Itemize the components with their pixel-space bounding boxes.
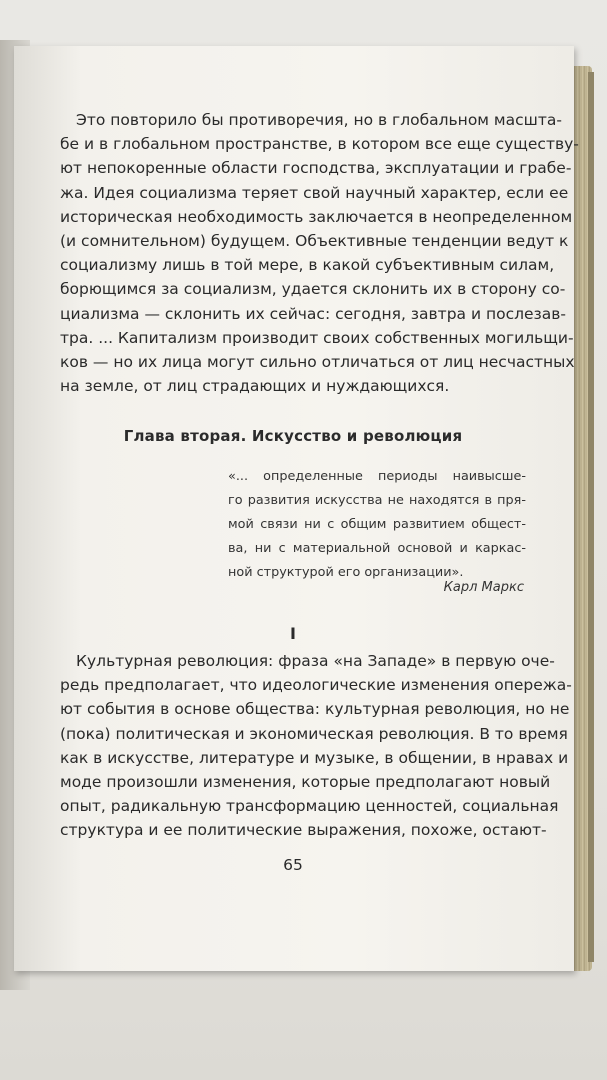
- text-line: жа. Идея социализма теряет свой научный характер, если ее: [60, 183, 569, 202]
- epigraph-line: «... определенные периоды наивысше-: [228, 469, 526, 484]
- paragraph-top: [60, 108, 579, 398]
- epigraph-line: ной структурой его организации».: [228, 565, 464, 580]
- paragraph-bottom: [60, 649, 572, 843]
- text-line: ют непокоренные области господства, эксплуатации и грабе-: [60, 159, 572, 178]
- book-page: [14, 46, 579, 971]
- text-line: Это повторило бы противоречия, но в глобальном масшта-: [76, 111, 562, 129]
- text-line: опыт, радикальную трансформацию ценностей, социальная: [60, 797, 559, 816]
- text-line: как в искусстве, литературе и музыке, в общении, в нравах и: [60, 748, 569, 767]
- text-line: ют события в основе общества: культурная революция, но не: [60, 700, 570, 719]
- epigraph: [228, 465, 526, 585]
- text-line: социализму лишь в той мере, в какой субъективным силам,: [60, 256, 555, 275]
- text-line: борющимся за социализм, удается склонить их в сторону со-: [60, 280, 566, 299]
- text-line: циализма — склонить их сейчас: сегодня, завтра и послезав-: [60, 304, 567, 323]
- text-line: на земле, от лиц страдающих и нуждающихся.: [60, 377, 450, 396]
- text-line: редь предполагает, что идеологические изменения опережа-: [60, 676, 572, 695]
- section-number: I: [290, 624, 296, 643]
- epigraph-author: Карл Маркс: [443, 580, 524, 595]
- text-line: бе и в глобальном пространстве, в котором все еще существу-: [60, 135, 579, 154]
- book-cover-edge: [588, 72, 594, 962]
- text-line: тра. ... Капитализм производит своих собственных могильщи-: [60, 328, 574, 347]
- text-line: ков — но их лица могут сильно отличаться от лиц несчастных: [60, 352, 575, 371]
- text-line: Культурная революция: фраза «на Западе» в первую оче-: [76, 652, 555, 670]
- text-line: структура и ее политические выражения, похоже, остают-: [60, 821, 547, 840]
- chapter-heading: Глава вторая. Искусство и революция: [123, 427, 463, 445]
- page-number: 65: [283, 856, 303, 874]
- epigraph-line: ва, ни с материальной основой и каркас-: [228, 541, 526, 556]
- epigraph-line: мой связи ни с общим развитием общест-: [228, 517, 526, 532]
- text-line: моде произошли изменения, которые предполагают новый: [60, 772, 551, 791]
- text-line: (и сомнительном) будущем. Объективные тенденции ведут к: [60, 231, 569, 250]
- text-line: историческая необходимость заключается в неопределенном: [60, 207, 573, 226]
- epigraph-line: го развития искусства не находятся в пря-: [228, 493, 526, 508]
- text-line: (пока) политическая и экономическая революция. В то время: [60, 724, 568, 743]
